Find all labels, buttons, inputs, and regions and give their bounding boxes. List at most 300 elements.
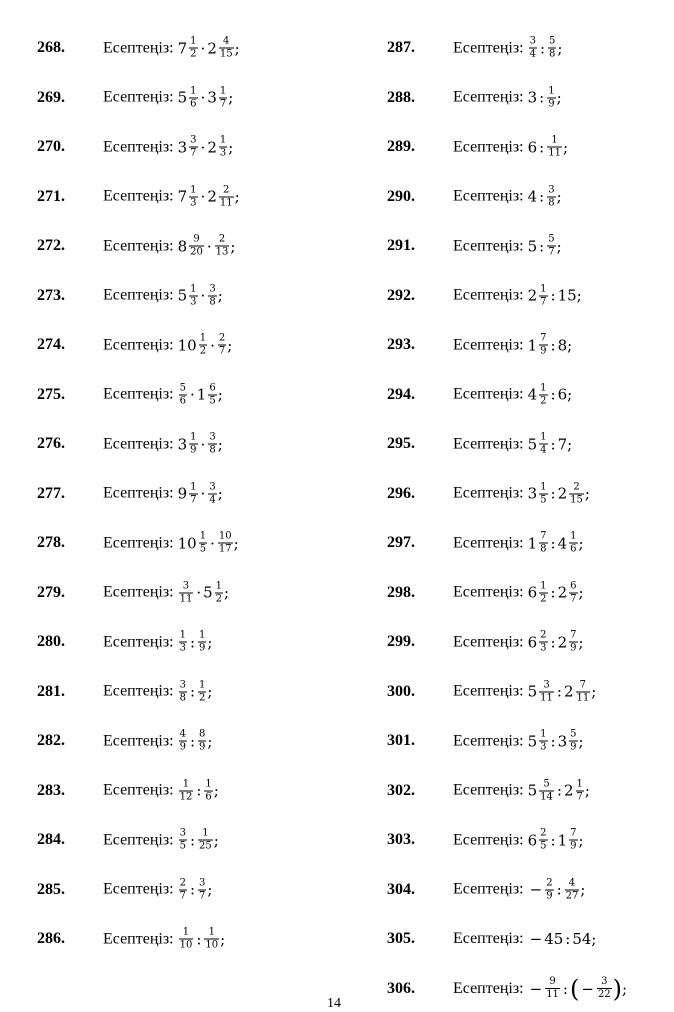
denominator: 11: [576, 692, 590, 703]
fraction: [547, 37, 557, 60]
problem-item: [387, 672, 667, 712]
problem-label: Есептеңіз:: [453, 831, 524, 848]
math-expression: [528, 974, 628, 1003]
math-text: 5: [527, 237, 538, 255]
problem-label: Есептеңіз:: [453, 39, 524, 56]
operator: :: [550, 732, 556, 750]
problem-expression: [453, 383, 572, 406]
fraction-stack: [208, 383, 216, 406]
operator: :: [539, 237, 545, 255]
fraction-stack: [548, 37, 556, 60]
operator: :: [562, 979, 568, 998]
math-expression: [528, 878, 586, 901]
numerator: 2: [179, 877, 186, 888]
denominator: 9: [546, 890, 553, 901]
problem-item: [387, 870, 667, 910]
problem-number: 280.: [37, 633, 65, 650]
problem-label: Есептеңіз:: [453, 237, 524, 254]
denominator: 11: [548, 147, 561, 159]
math-text: ;: [580, 880, 586, 899]
whole-part: 2: [557, 583, 568, 602]
problem-number: 305.: [387, 930, 415, 947]
problem-number: 294.: [387, 385, 415, 403]
math-text: ;: [591, 682, 597, 701]
denominator: 5: [540, 840, 547, 852]
math-expression: [528, 185, 562, 208]
problem-number: 293.: [387, 336, 415, 353]
problem-label: Есептеңіз:: [103, 831, 174, 848]
mixed-number: [528, 730, 549, 753]
numerator: 1: [179, 629, 186, 641]
problem-number: 277.: [37, 484, 65, 502]
numerator: 3: [190, 134, 197, 146]
problem-item: [387, 523, 667, 563]
denominator: 4: [209, 494, 216, 505]
whole-part: 1: [557, 831, 568, 849]
numerator: 1: [208, 926, 215, 938]
fraction-stack: [208, 482, 216, 505]
fraction-stack: [215, 581, 223, 604]
denominator: 6: [205, 791, 212, 802]
problem-item: [37, 523, 337, 563]
problem-item: [387, 325, 667, 365]
whole-part: 8: [177, 237, 188, 255]
fraction-stack: [597, 977, 612, 1000]
math-text: ;: [207, 682, 213, 701]
problem-number: 292.: [387, 286, 415, 304]
problem-number: 283.: [37, 781, 65, 799]
problem-number: 303.: [387, 831, 415, 848]
math-expression: [178, 86, 234, 109]
math-expression: [528, 680, 597, 703]
problem-number: 291.: [387, 237, 415, 254]
numerator: 7: [570, 827, 577, 839]
fraction: [178, 680, 188, 703]
problem-item: [37, 325, 337, 365]
fraction: [178, 878, 188, 901]
mixed-number: [178, 37, 199, 60]
operator: ·: [200, 286, 206, 305]
problem-expression: [453, 631, 584, 654]
problem-label: Есептеңіз:: [103, 286, 174, 304]
fraction-stack: [218, 532, 233, 555]
math-expression: [178, 878, 213, 901]
math-expression: [528, 930, 597, 948]
numerator: 2: [573, 481, 580, 492]
numerator: 1: [551, 134, 558, 146]
fraction-stack: [539, 581, 547, 604]
fraction-stack: [179, 581, 194, 604]
math-expression: [528, 37, 563, 60]
fraction: [178, 631, 188, 654]
whole-part: 5: [203, 583, 213, 602]
problem-item: [387, 919, 667, 959]
problem-number: 286.: [37, 930, 65, 947]
problem-number: 300.: [387, 682, 415, 700]
numerator: 1: [540, 580, 547, 591]
fraction: [217, 334, 227, 357]
fraction-stack: [189, 185, 197, 208]
numerator: 3: [179, 679, 186, 690]
mixed-number: [178, 532, 208, 555]
fraction-stack: [189, 433, 197, 456]
denominator: 6: [570, 543, 577, 555]
problem-item: [37, 771, 337, 811]
problem-expression: [103, 334, 232, 357]
problem-item: [37, 127, 337, 167]
whole-part: 5: [527, 435, 538, 453]
numerator: 8: [199, 728, 206, 740]
numerator: 9: [549, 976, 556, 987]
math-text: ;: [578, 633, 584, 651]
operator: :: [550, 336, 556, 354]
whole-part: 10: [177, 534, 197, 552]
mixed-number: [558, 581, 579, 604]
math-expression: [528, 334, 573, 357]
math-text: ;: [230, 237, 236, 255]
numerator: 1: [190, 85, 197, 96]
whole-part: 9: [177, 484, 188, 503]
numerator: 3: [199, 877, 206, 888]
denominator: 9: [199, 642, 206, 654]
operator: ·: [200, 39, 206, 57]
mixed-number: [564, 680, 591, 703]
mixed-number: [178, 235, 205, 258]
problem-number: 270.: [37, 138, 65, 155]
math-text: ;: [217, 484, 223, 503]
numerator: 6: [209, 382, 216, 393]
fraction-stack: [547, 86, 555, 109]
problem-label: Есептеңіз:: [453, 435, 524, 452]
math-expression: [528, 482, 590, 505]
numerator: 1: [540, 431, 547, 443]
fraction-stack: [219, 37, 234, 60]
denominator: 8: [209, 444, 216, 456]
numerator: 4: [179, 728, 186, 740]
fraction: [528, 37, 538, 60]
fraction-stack: [569, 581, 577, 604]
denominator: 4: [540, 444, 547, 456]
problem-label: Есептеңіз:: [103, 138, 174, 155]
problem-expression: [453, 930, 596, 948]
operator: :: [565, 930, 571, 948]
problem-number: 306.: [387, 979, 415, 997]
problem-item: [37, 276, 337, 316]
math-text: ;: [224, 583, 230, 602]
operator: ·: [200, 138, 206, 156]
problem-number: 299.: [387, 633, 415, 650]
problem-item: [37, 226, 337, 266]
fraction: [596, 977, 613, 1000]
operator: ·: [200, 484, 206, 503]
mixed-number: [178, 284, 199, 307]
numerator: 5: [543, 778, 550, 789]
operator: ·: [206, 237, 212, 255]
numerator: 1: [540, 728, 547, 740]
math-text: ;: [228, 88, 234, 107]
operator: :: [550, 583, 556, 602]
fraction: [546, 185, 556, 208]
problem-expression: [453, 433, 572, 456]
problem-expression: [103, 631, 212, 654]
problem-label: Есептеңіз:: [453, 534, 524, 551]
math-text: ;: [584, 781, 590, 800]
problem-expression: [103, 185, 240, 208]
numerator: 2: [540, 629, 547, 641]
denominator: 2: [199, 692, 206, 703]
math-text: ;: [557, 39, 563, 57]
denominator: 5: [179, 840, 186, 852]
numerator: 3: [209, 481, 216, 492]
denominator: 3: [179, 642, 186, 654]
numerator: 1: [190, 481, 197, 492]
problem-number: 272.: [37, 237, 65, 254]
math-expression: [178, 532, 239, 555]
math-text: ;: [578, 583, 584, 602]
whole-part: 7: [177, 39, 188, 57]
numerator: 4: [223, 35, 230, 47]
problem-expression: [453, 581, 584, 604]
numerator: 3: [529, 35, 536, 47]
math-expression: [178, 334, 233, 357]
operator: :: [550, 385, 556, 404]
mixed-number: [528, 631, 549, 654]
operator: ·: [200, 187, 206, 206]
fraction-stack: [529, 37, 537, 60]
numerator: 10: [218, 530, 232, 542]
denominator: 5: [199, 543, 207, 555]
denominator: 8: [179, 692, 186, 703]
operator: ·: [210, 534, 215, 552]
problem-label: Есептеңіз:: [453, 781, 524, 799]
problem-item: [387, 969, 667, 1009]
problem-number: 269.: [37, 88, 65, 106]
numerator: 1: [199, 530, 207, 542]
whole-part: 5: [527, 682, 538, 701]
mixed-number: [178, 136, 199, 159]
numerator: 1: [540, 481, 547, 492]
operator: ·: [196, 583, 202, 602]
math-text: 6;: [557, 385, 573, 404]
math-expression: [178, 284, 223, 307]
problem-expression: [103, 86, 233, 109]
denominator: 2: [215, 593, 223, 604]
problem-number: 295.: [387, 435, 415, 452]
parenthesis: ): [612, 974, 623, 1003]
problem-expression: [103, 680, 212, 703]
math-expression: [178, 136, 234, 159]
fraction-stack: [539, 779, 554, 802]
whole-part: 1: [196, 385, 207, 404]
math-text: ;: [622, 979, 628, 998]
problem-number: 274.: [37, 336, 65, 353]
operator: ·: [189, 385, 195, 404]
problem-label: Есептеңіз:: [453, 286, 524, 304]
problem-expression: [103, 433, 223, 456]
fraction-stack: [198, 730, 206, 753]
denominator: 12: [179, 791, 193, 802]
mixed-number: [207, 185, 234, 208]
whole-part: 7: [177, 187, 188, 206]
fraction: [564, 878, 581, 901]
mixed-number: [528, 779, 555, 802]
whole-part: 3: [177, 435, 188, 453]
mixed-number: [528, 334, 549, 357]
math-expression: [178, 631, 213, 654]
fraction-stack: [219, 185, 234, 208]
operator: :: [550, 286, 556, 305]
denominator: 11: [179, 593, 193, 604]
denominator: 9: [548, 98, 555, 109]
math-expression: [528, 433, 573, 456]
fraction-stack: [189, 235, 204, 258]
problem-item: [387, 276, 667, 316]
math-text: 45: [544, 930, 564, 948]
denominator: 8: [540, 543, 547, 555]
whole-part: 2: [557, 484, 568, 503]
problem-expression: [103, 482, 223, 505]
denominator: 11: [546, 989, 559, 1000]
fraction-stack: [218, 334, 226, 357]
problem-item: [387, 78, 667, 118]
fraction-stack: [208, 284, 216, 307]
denominator: 22: [597, 989, 611, 1000]
denominator: 7: [179, 890, 186, 901]
fraction-stack: [189, 37, 197, 60]
fraction: [214, 235, 231, 258]
math-text: ;: [217, 385, 223, 404]
math-text: 15;: [557, 286, 582, 305]
denominator: 15: [570, 494, 583, 505]
math-expression: [528, 532, 584, 555]
operator: −: [581, 979, 594, 998]
mixed-number: [558, 730, 579, 753]
operator: :: [196, 781, 202, 800]
denominator: 15: [219, 48, 233, 60]
fraction: [197, 631, 207, 654]
math-text: ;: [217, 435, 223, 453]
problem-expression: [453, 532, 584, 555]
denominator: 9: [540, 345, 547, 357]
problem-item: [387, 622, 667, 662]
problem-item: [37, 28, 337, 68]
numerator: 7: [540, 332, 547, 344]
denominator: 3: [540, 642, 547, 654]
mixed-number: [207, 86, 228, 109]
problem-expression: [453, 680, 596, 703]
problem-number: 290.: [387, 187, 415, 205]
problem-item: [37, 573, 337, 613]
denominator: 7: [548, 246, 555, 258]
numerator: 1: [576, 778, 583, 789]
operator: :: [550, 633, 556, 651]
math-text: ;: [227, 336, 233, 354]
whole-part: 2: [207, 138, 217, 156]
numerator: 1: [570, 530, 577, 542]
fraction: [197, 680, 207, 703]
numerator: 1: [548, 85, 555, 96]
problem-item: [387, 474, 667, 514]
mixed-number: [528, 482, 549, 505]
mixed-number: [528, 581, 549, 604]
operator: :: [189, 732, 196, 750]
whole-part: 2: [527, 286, 538, 305]
problem-expression: [453, 284, 582, 307]
mixed-number: [528, 532, 549, 555]
fraction-stack: [198, 680, 206, 703]
denominator: 6: [179, 395, 186, 406]
problem-label: Есептеңіз:: [103, 187, 174, 205]
math-text: ;: [207, 732, 213, 750]
whole-part: 2: [207, 39, 217, 57]
numerator: 1: [190, 431, 197, 443]
numerator: 3: [182, 580, 190, 591]
operator: :: [556, 682, 562, 701]
denominator: 4: [529, 48, 536, 60]
denominator: 17: [218, 543, 232, 555]
fraction-stack: [547, 185, 555, 208]
problem-number: 281.: [37, 682, 65, 700]
math-text: 8;: [557, 336, 573, 354]
problem-item: [387, 771, 667, 811]
problem-number: 276.: [37, 435, 65, 452]
math-text: ;: [556, 237, 562, 255]
problem-expression: [103, 581, 229, 604]
numerator: 1: [199, 629, 206, 641]
problem-number: 282.: [37, 732, 65, 749]
math-expression: [528, 383, 573, 406]
problem-label: Есептеңіз:: [453, 880, 524, 898]
math-expression: [178, 680, 213, 703]
whole-part: 2: [207, 187, 217, 206]
whole-part: 2: [563, 682, 574, 701]
denominator: 9: [570, 741, 577, 753]
fraction: [203, 779, 213, 802]
math-text: ;: [228, 138, 234, 156]
math-text: 3: [527, 88, 538, 107]
denominator: 2: [199, 345, 207, 357]
problem-item: [387, 573, 667, 613]
problem-expression: [453, 235, 562, 258]
denominator: 8: [209, 296, 216, 307]
fraction-stack: [539, 631, 547, 654]
operator: :: [189, 831, 196, 849]
problem-item: [37, 870, 337, 910]
fraction-stack: [219, 136, 227, 159]
fraction: [544, 977, 561, 1000]
mixed-number: [203, 581, 224, 604]
fraction-stack: [539, 284, 547, 307]
problem-expression: [103, 383, 223, 406]
problem-label: Есептеңіз:: [103, 39, 174, 56]
fraction: [203, 928, 220, 951]
denominator: 5: [209, 395, 216, 406]
fraction-stack: [539, 334, 547, 357]
math-expression: [178, 433, 223, 456]
whole-part: 3: [207, 88, 217, 107]
denominator: 11: [540, 692, 553, 703]
math-expression: [178, 37, 240, 60]
denominator: 2: [540, 593, 547, 604]
math-text: ;: [556, 88, 562, 107]
operator: ·: [200, 88, 206, 107]
fraction-stack: [204, 779, 212, 802]
math-expression: [528, 136, 568, 159]
whole-part: 3: [177, 138, 188, 156]
fraction-stack: [199, 532, 207, 555]
math-text: ;: [578, 831, 584, 849]
fraction: [207, 284, 217, 307]
